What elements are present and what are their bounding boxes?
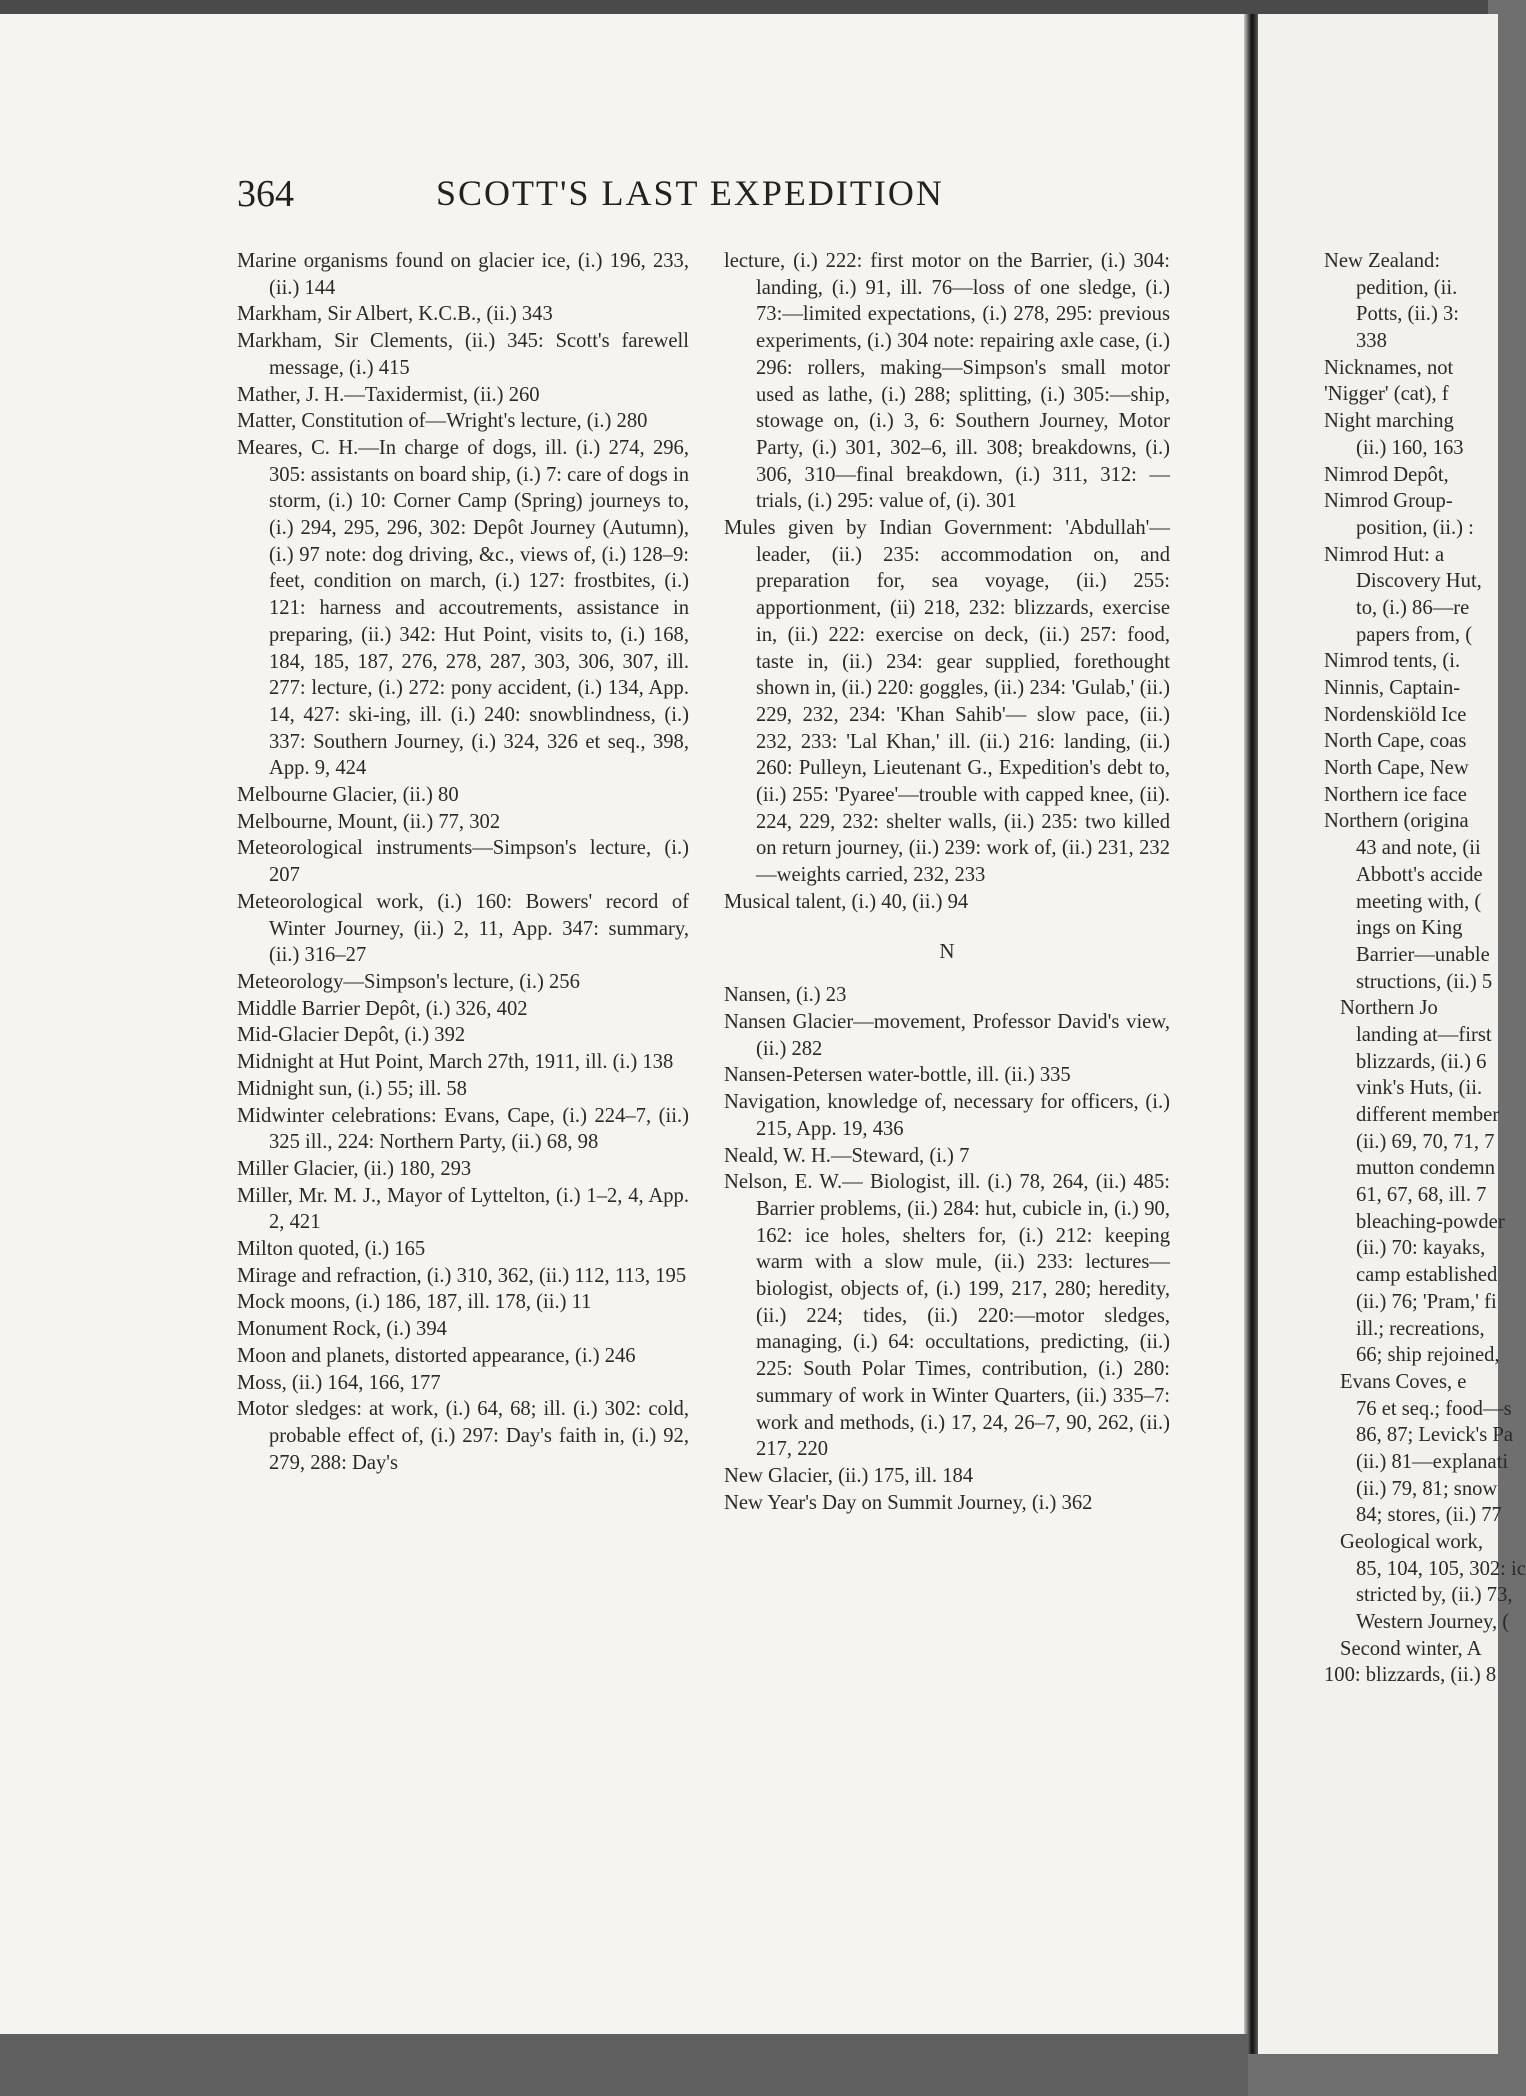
index-entry-fragment: Barrier—unable [1356, 943, 1490, 966]
index-entry-fragment: to, (i.) 86—re [1356, 596, 1470, 619]
index-entry-fragment: Nimrod Group- [1324, 490, 1453, 513]
index-entry: Midwinter celebrations: Evans, Cape, (i.) 224–7, (ii.) 325 ill., 224: Northern Party, (ii.) 68, 98 [237, 1104, 689, 1154]
index-entry-fragment: 66; ship rejoined, [1356, 1344, 1500, 1367]
index-entry-fragment: blizzards, (ii.) 6 [1356, 1050, 1487, 1073]
book-gutter [1244, 14, 1258, 2054]
index-entry-fragment: (ii.) 76; 'Pram,' fi [1356, 1290, 1497, 1313]
index-entry: Matter, Constitution of—Wright's lecture, (i.) 280 [237, 410, 648, 433]
index-column-right-cutoff [1324, 248, 1524, 1689]
index-entry-fragment: Western Journey, ( [1356, 1611, 1510, 1634]
index-entry: Nansen-Petersen water-bottle, ill. (ii.) 335 [724, 1064, 1071, 1087]
index-entry-fragment: papers from, ( [1356, 623, 1473, 646]
index-entry: Moss, (ii.) 164, 166, 177 [237, 1371, 441, 1394]
index-entry-fragment: (ii.) 69, 70, 71, 7 [1356, 1130, 1495, 1153]
running-title: SCOTT'S LAST EXPEDITION [436, 173, 944, 213]
index-entry-fragment: 'Nigger' (cat), f [1324, 383, 1449, 406]
index-entry-fragment: ill.; recreations, [1356, 1317, 1485, 1340]
index-entry-fragment: Night marching [1324, 410, 1454, 433]
index-entry: Nansen Glacier—movement, Professor David's view, (ii.) 282 [724, 1010, 1170, 1060]
index-entry: lecture, (i.) 222: first motor on the Barrier, (i.) 304: landing, (i.) 91, ill. 76—loss of one sledge, (i.) 73:—limited expectations, (i.) 278, 295: previous experiments, (i.) 304 note: repairing axle case, (i.) 296: rollers, making—Simpson's small motor used as lathe, (i.) 288; splitting, (i.) 305:—ship, stowage on, (i.) 3, 6: Southern Journey, Motor Party, (i.) 301, 302–6, ill. 308; breakdowns, (i.) 306, 310—final breakdown, (i.) 311, 312: —trials, (i.) 295: value of, (i). 301 [724, 250, 1170, 513]
scan-border-bottom [0, 2034, 1248, 2096]
index-entry: Midnight at Hut Point, March 27th, 1911, ill. (i.) 138 [237, 1051, 674, 1074]
index-entry-fragment: 84; stores, (ii.) 77 [1356, 1504, 1502, 1527]
index-entry: Neald, W. H.—Steward, (i.) 7 [724, 1144, 970, 1167]
index-entry: Melbourne, Mount, (ii.) 77, 302 [237, 810, 501, 833]
page-left [0, 14, 1248, 2034]
index-entry: Markham, Sir Clements, (ii.) 345: Scott's farewell message, (i.) 415 [237, 330, 689, 379]
index-entry-fragment: meeting with, ( [1356, 890, 1482, 913]
index-entry: Middle Barrier Depôt, (i.) 326, 402 [237, 997, 528, 1020]
index-entry: Moon and planets, distorted appearance, (i.) 246 [237, 1344, 636, 1367]
index-entry-fragment: 85, 104, 105, 302: ic [1356, 1557, 1526, 1580]
index-entry-fragment: mutton condemn [1356, 1157, 1495, 1180]
index-entry-fragment: position, (ii.) : [1356, 516, 1474, 539]
index-entry: Mules given by Indian Government: 'Abdullah'—leader, (ii.) 235: accommodation on, and preparation for, sea voyage, (ii.) 255: apportionment, (ii) 218, 232: blizzards, exercise in, (ii.) 222: exercise on deck, (ii.) 257: food, taste in, (ii.) 234: gear supplied, forethought shown in, (ii.) 220: goggles, (ii.) 234: 'Gulab,' (ii.) 229, 232, 234: 'Khan Sahib'— slow pace, (ii.) 232, 233: 'Lal Khan,' ill. (ii.) 216: landing, (ii.) 260: Pulleyn, Lieutenant G., Expedition's debt to, (ii.) 255: 'Pyaree'—trouble with capped knee, (ii). 224, 229, 232: shelter walls, (ii.) 235: two killed on return journey, (ii.) 239: work of, (ii.) 231, 232—weights carried, 232, 233 [724, 517, 1170, 887]
index-entry-fragment: bleaching-powder [1356, 1210, 1505, 1233]
index-column-left [237, 248, 689, 1476]
index-entry-fragment: pedition, (ii. [1356, 276, 1458, 299]
index-entry: Nansen, (i.) 23 [724, 984, 847, 1007]
index-column-middle [724, 248, 1170, 1516]
index-entry-fragment: different member [1356, 1104, 1500, 1126]
index-entry-fragment: Nordenskiöld Ice [1324, 703, 1467, 726]
index-entry-fragment: Northern ice face [1324, 783, 1467, 806]
index-entry: Marine organisms found on glacier ice, (i.) 196, 233, (ii.) 144 [237, 250, 689, 299]
index-entry-fragment: New Zealand: [1324, 250, 1441, 272]
index-entry-fragment: (ii.) 160, 163 [1356, 436, 1464, 459]
index-entry-fragment: Second winter, A [1340, 1637, 1482, 1660]
index-entry-fragment: Nimrod Hut: a [1324, 543, 1445, 566]
page-number: 364 [237, 173, 294, 215]
page-right-partial [1258, 14, 1526, 2054]
index-entry-fragment: Nicknames, not [1324, 356, 1454, 379]
index-entry: Navigation, knowledge of, necessary for officers, (i.) 215, App. 19, 436 [724, 1091, 1170, 1140]
index-entry: Monument Rock, (i.) 394 [237, 1318, 447, 1341]
index-entry: Mock moons, (i.) 186, 187, ill. 178, (ii.) 11 [237, 1291, 592, 1314]
index-entry-fragment: Ninnis, Captain- [1324, 677, 1461, 699]
index-entry-fragment: landing at—first [1356, 1023, 1492, 1046]
index-entry-fragment: Discovery Hut, [1356, 570, 1482, 593]
index-entry: Mather, J. H.—Taxidermist, (ii.) 260 [237, 383, 540, 406]
index-entry-fragment: ings on King [1356, 917, 1463, 940]
index-entry-fragment: 43 and note, (ii [1356, 837, 1481, 860]
index-entry-fragment: camp established [1356, 1264, 1498, 1287]
index-entry: Melbourne Glacier, (ii.) 80 [237, 784, 459, 807]
index-entry: Miller, Mr. M. J., Mayor of Lyttelton, (i.) 1–2, 4, App. 2, 421 [237, 1184, 689, 1234]
index-entry-fragment: Evans Coves, e [1340, 1370, 1467, 1393]
index-entry-fragment: (ii.) 81—explanati [1356, 1450, 1509, 1473]
index-entry-fragment: Abbott's accide [1356, 863, 1483, 886]
index-entry: Meares, C. H.—In charge of dogs, ill. (i.) 274, 296, 305: assistants on board ship, (i.) 7: care of dogs in storm, (i.) 10: Corner Camp (Spring) journeys to, (i.) 294, 295, 296, 302: Depôt Journey (Autumn), (i.) 97 note: dog driving, &c., views of, (i.) 128–9: feet, condition on march, (i.) 127: frostbites, (i.) 121: harness and accoutrements, assistance in preparing, (ii.) 342: Hut Point, visits to, (i.) 168, 184, 185, 187, 276, 278, 287, 303, 306, 307, ill. 277: lecture, (i.) 272: pony accident, (i.) 134, App. 14, 427: ski-ing, ill. (i.) 240: snowblindness, (i.) 337: Southern Journey, (i.) 324, 326 et seq., 398, App. 9, 424 [237, 436, 689, 780]
index-entry-fragment: North Cape, coas [1324, 730, 1467, 753]
index-entry: Mirage and refraction, (i.) 310, 362, (ii.) 112, 113, 195 [237, 1264, 687, 1287]
index-entry: Meteorological work, (i.) 160: Bowers' record of Winter Journey, (ii.) 2, 11, App. 347: summary, (ii.) 316–27 [237, 890, 689, 967]
section-letter: N [939, 938, 955, 963]
index-entry-fragment: 100: blizzards, (ii.) 8 [1324, 1664, 1497, 1687]
index-entry: New Glacier, (ii.) 175, ill. 184 [724, 1464, 974, 1487]
index-entry-fragment: Nimrod tents, (i. [1324, 650, 1461, 673]
index-entry: Miller Glacier, (ii.) 180, 293 [237, 1157, 472, 1180]
index-entry-fragment: 338 [1356, 330, 1387, 353]
index-entries-m-continued [724, 248, 1170, 916]
index-entry: Markham, Sir Albert, K.C.B., (ii.) 343 [237, 303, 553, 326]
index-entry-fragment: Northern Jo [1340, 997, 1438, 1020]
index-entry: Meteorology—Simpson's lecture, (i.) 256 [237, 970, 580, 993]
index-entry: Musical talent, (i.) 40, (ii.) 94 [724, 890, 969, 913]
index-entry-fragment: North Cape, New [1324, 757, 1469, 780]
index-entry-fragment: Nimrod Depôt, [1324, 463, 1449, 486]
index-entry: Midnight sun, (i.) 55; ill. 58 [237, 1077, 467, 1100]
index-entry-fragment: 86, 87; Levick's Pa [1356, 1424, 1513, 1447]
index-entry-fragment: (ii.) 79, 81; snow [1356, 1477, 1498, 1500]
index-entry-fragment: 76 et seq.; food—s [1356, 1397, 1512, 1420]
index-entry-fragment: (ii.) 70: kayaks, [1356, 1237, 1486, 1260]
index-entry: Mid-Glacier Depôt, (i.) 392 [237, 1024, 466, 1047]
index-entry-fragment: stricted by, (ii.) 73, [1356, 1584, 1513, 1607]
index-entry: Nelson, E. W.— Biologist, ill. (i.) 78, 264, (ii.) 485: Barrier problems, (ii.) 284: hut, cubicle in, (i.) 90, 162: ice holes, shelters for, (i.) 212: keeping warm with a slow mule, (ii.) 233: lectures—biologist, objects of, (i.) 199, 217, 280; heredity, (ii.) 224; tides, (ii.) 220:—motor sledges, managing, (i.) 64: occultations, predicting, (ii.) 225: South Polar Times, contribution, (i.) 280: summary of work in Winter Quarters, (ii.) 335–7: work and methods, (i.) 17, 24, 26–7, 90, 262, (ii.) 217, 220 [724, 1171, 1170, 1461]
index-entry-fragment: vink's Huts, (ii. [1356, 1077, 1483, 1100]
index-entry-fragment: 61, 67, 68, ill. 7 [1356, 1184, 1487, 1207]
index-entry: Meteorological instruments—Simpson's lecture, (i.) 207 [237, 837, 689, 887]
index-entry: Motor sledges: at work, (i.) 64, 68; ill. (i.) 302: cold, probable effect of, (i.) 297: Day's faith in, (i.) 92, 279, 288: Day's [237, 1398, 689, 1474]
index-entry-fragment: Potts, (ii.) 3: [1356, 303, 1459, 326]
index-entries-n [724, 982, 1170, 1516]
index-entry-fragment: Geological work, [1340, 1531, 1483, 1553]
index-entry: Milton quoted, (i.) 165 [237, 1238, 426, 1261]
index-entry: New Year's Day on Summit Journey, (i.) 362 [724, 1491, 1093, 1514]
index-entry-fragment: structions, (ii.) 5 [1356, 970, 1493, 993]
index-entry-fragment: Northern (origina [1324, 810, 1469, 833]
